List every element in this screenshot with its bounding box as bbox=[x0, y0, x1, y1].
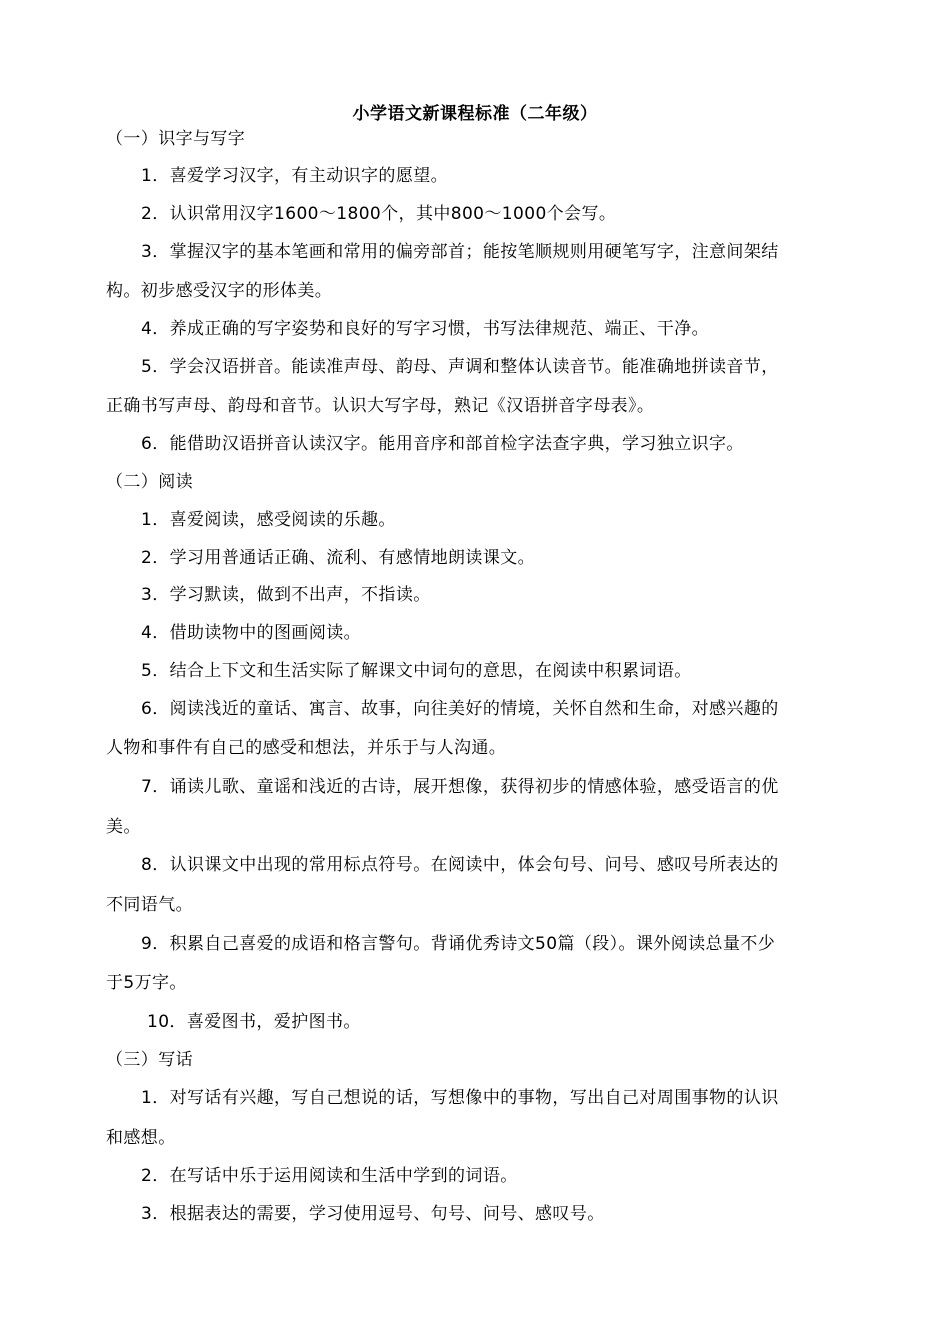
list-item: 1．对写话有兴趣，写自己想说的话，写想像中的事物，写出自己对周围事物的认识 bbox=[141, 1088, 779, 1108]
list-item-continuation: 和感想。 bbox=[106, 1128, 176, 1148]
list-item-continuation: 正确书写声母、韵母和音节。认识大写字母，熟记《汉语拼音字母表》。 bbox=[106, 396, 655, 416]
list-item: 2．认识常用汉字1600～1800个，其中800～1000个会写。 bbox=[141, 204, 617, 224]
list-item: 6．能借助汉语拼音认读汉字。能用音序和部首检字法查字典，学习独立识字。 bbox=[141, 434, 744, 454]
list-item-continuation: 不同语气。 bbox=[106, 895, 193, 915]
list-item: 9．积累自己喜爱的成语和格言警句。背诵优秀诗文50篇（段）。课外阅读总量不少 bbox=[141, 934, 776, 954]
list-item-continuation: 美。 bbox=[106, 817, 141, 837]
list-item: 3．学习默读，做到不出声，不指读。 bbox=[141, 585, 431, 605]
page-title: 小学语文新课程标准（二年级） bbox=[352, 104, 598, 124]
list-item-continuation: 于5万字。 bbox=[106, 973, 187, 993]
section-heading-reading: （二）阅读 bbox=[106, 472, 193, 492]
list-item: 3．根据表达的需要，学习使用逗号、句号、问号、感叹号。 bbox=[141, 1204, 605, 1224]
section-heading-literacy: （一）识字与写字 bbox=[106, 129, 246, 149]
list-item-continuation: 人物和事件有自己的感受和想法，并乐于与人沟通。 bbox=[106, 738, 507, 758]
list-item: 10．喜爱图书，爱护图书。 bbox=[147, 1012, 361, 1032]
list-item: 2．学习用普通话正确、流利、有感情地朗读课文。 bbox=[141, 548, 536, 568]
list-item: 5．结合上下文和生活实际了解课文中词句的意思，在阅读中积累词语。 bbox=[141, 661, 692, 681]
list-item: 7．诵读儿歌、童谣和浅近的古诗，展开想像，获得初步的情感体验，感受语言的优 bbox=[141, 777, 779, 797]
list-item: 6．阅读浅近的童话、寓言、故事，向往美好的情境，关怀自然和生命，对感兴趣的 bbox=[141, 699, 779, 719]
list-item: 3．掌握汉字的基本笔画和常用的偏旁部首；能按笔顺规则用硬笔写字，注意间架结 bbox=[141, 242, 779, 262]
list-item: 4．养成正确的写字姿势和良好的写字习惯，书写法律规范、端正、干净。 bbox=[141, 319, 710, 339]
list-item: 5．学会汉语拼音。能读准声母、韵母、声调和整体认读音节。能准确地拼读音节， bbox=[141, 357, 779, 377]
list-item: 8．认识课文中出现的常用标点符号。在阅读中，体会句号、问号、感叹号所表达的 bbox=[141, 855, 779, 875]
list-item: 2．在写话中乐于运用阅读和生活中学到的词语。 bbox=[141, 1166, 518, 1186]
list-item-continuation: 构。初步感受汉字的形体美。 bbox=[106, 281, 333, 301]
section-heading-writing: （三）写话 bbox=[106, 1050, 193, 1070]
list-item: 1．喜爱阅读，感受阅读的乐趣。 bbox=[141, 510, 396, 530]
list-item: 4．借助读物中的图画阅读。 bbox=[141, 623, 362, 643]
list-item: 1．喜爱学习汉字，有主动识字的愿望。 bbox=[141, 166, 449, 186]
